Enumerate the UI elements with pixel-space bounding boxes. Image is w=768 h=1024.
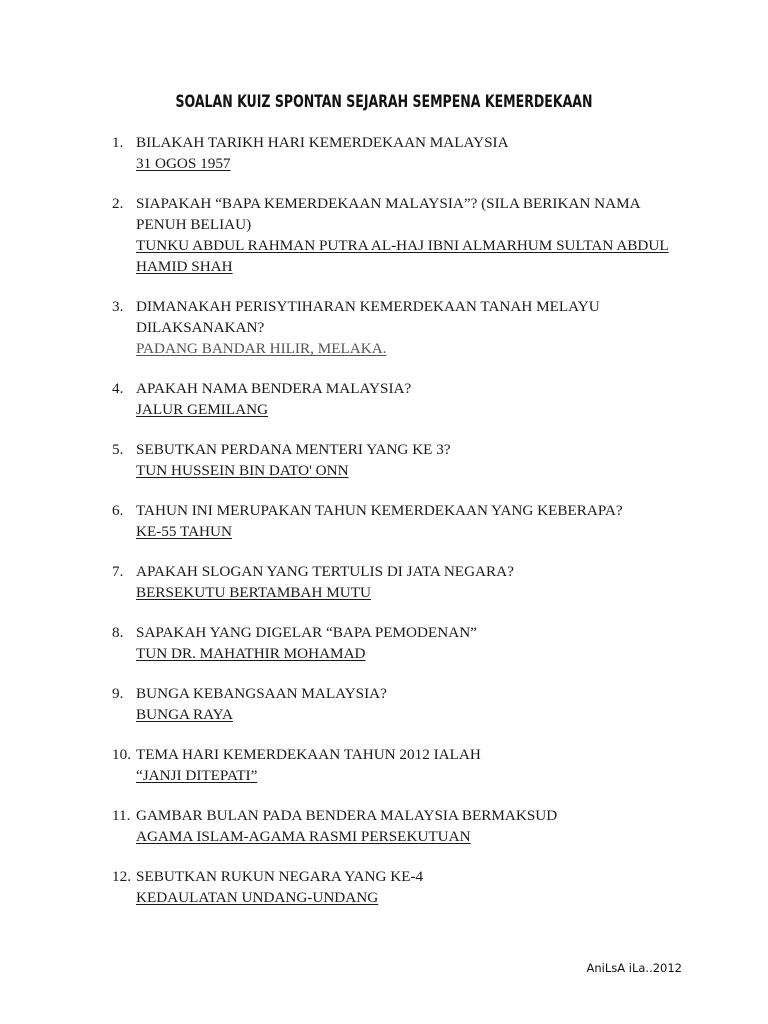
question-item bbox=[0, 500, 768, 542]
question-number: 1. bbox=[112, 134, 124, 151]
question-item bbox=[0, 744, 768, 786]
question-number: 6. bbox=[112, 502, 124, 519]
answer-text: JALUR GEMILANG bbox=[136, 401, 269, 418]
answer-text: “JANJI DITEPATI” bbox=[136, 767, 258, 784]
question-item bbox=[0, 866, 768, 908]
question-item bbox=[0, 683, 768, 725]
question-number: 2. bbox=[112, 195, 124, 212]
answer-text: TUNKU ABDUL RAHMAN PUTRA AL-HAJ IBNI ALMARHUM SULTAN ABDUL HAMID SHAH bbox=[136, 237, 669, 275]
question-number: 5. bbox=[112, 441, 124, 458]
question-item bbox=[0, 378, 768, 420]
question-text: SEBUTKAN PERDANA MENTERI YANG KE 3? bbox=[136, 441, 451, 458]
question-text: SEBUTKAN RUKUN NEGARA YANG KE-4 bbox=[136, 868, 424, 885]
answer-text: BUNGA RAYA bbox=[136, 706, 233, 723]
question-number: 8. bbox=[112, 624, 124, 641]
answer-text: PADANG BANDAR HILIR, MELAKA. bbox=[136, 340, 387, 357]
question-text: BUNGA KEBANGSAAN MALAYSIA? bbox=[136, 685, 387, 702]
question-text: BILAKAH TARIKH HARI KEMERDEKAAN MALAYSIA bbox=[136, 134, 509, 151]
question-item bbox=[0, 622, 768, 664]
question-number: 7. bbox=[112, 563, 124, 580]
question-text: APAKAH SLOGAN YANG TERTULIS DI JATA NEGARA? bbox=[136, 563, 514, 580]
question-item bbox=[0, 561, 768, 603]
answer-text: BERSEKUTU BERTAMBAH MUTU bbox=[136, 584, 371, 601]
author-signature: AniLsA iLa..2012 bbox=[586, 961, 682, 975]
answer-text: TUN DR. MAHATHIR MOHAMAD bbox=[136, 645, 366, 662]
question-item bbox=[0, 132, 768, 174]
question-text: SIAPAKAH “BAPA KEMERDEKAAN MALAYSIA”? (SILA BERIKAN NAMA PENUH BELIAU) bbox=[136, 195, 640, 233]
question-number: 9. bbox=[112, 685, 124, 702]
question-text: TEMA HARI KEMERDEKAAN TAHUN 2012 IALAH bbox=[136, 746, 481, 763]
question-text: GAMBAR BULAN PADA BENDERA MALAYSIA BERMAKSUD bbox=[136, 807, 558, 824]
answer-text: AGAMA ISLAM-AGAMA RASMI PERSEKUTUAN bbox=[136, 828, 471, 845]
question-item bbox=[0, 296, 768, 359]
question-item bbox=[0, 439, 768, 481]
question-text: SAPAKAH YANG DIGELAR “BAPA PEMODENAN” bbox=[136, 624, 477, 641]
question-number: 10. bbox=[112, 746, 131, 763]
question-item bbox=[0, 193, 768, 277]
answer-text: TUN HUSSEIN BIN DATO' ONN bbox=[136, 462, 349, 479]
question-text: TAHUN INI MERUPAKAN TAHUN KEMERDEKAAN YANG KEBERAPA? bbox=[136, 502, 623, 519]
answer-text: KEDAULATAN UNDANG-UNDANG bbox=[136, 889, 379, 906]
question-text: APAKAH NAMA BENDERA MALAYSIA? bbox=[136, 380, 412, 397]
question-number: 12. bbox=[112, 868, 131, 885]
question-number: 4. bbox=[112, 380, 124, 397]
question-text: DIMANAKAH PERISYTIHARAN KEMERDEKAAN TANAH MELAYU DILAKSANAKAN? bbox=[136, 298, 600, 336]
question-list bbox=[0, 132, 768, 908]
question-item bbox=[0, 805, 768, 847]
question-number: 3. bbox=[112, 298, 124, 315]
question-number: 11. bbox=[112, 807, 131, 824]
answer-text: KE-55 TAHUN bbox=[136, 523, 232, 540]
answer-text: 31 OGOS 1957 bbox=[136, 155, 231, 172]
page-title: SOALAN KUIZ SPONTAN SEJARAH SEMPENA KEMERDEKAAN bbox=[175, 92, 593, 112]
